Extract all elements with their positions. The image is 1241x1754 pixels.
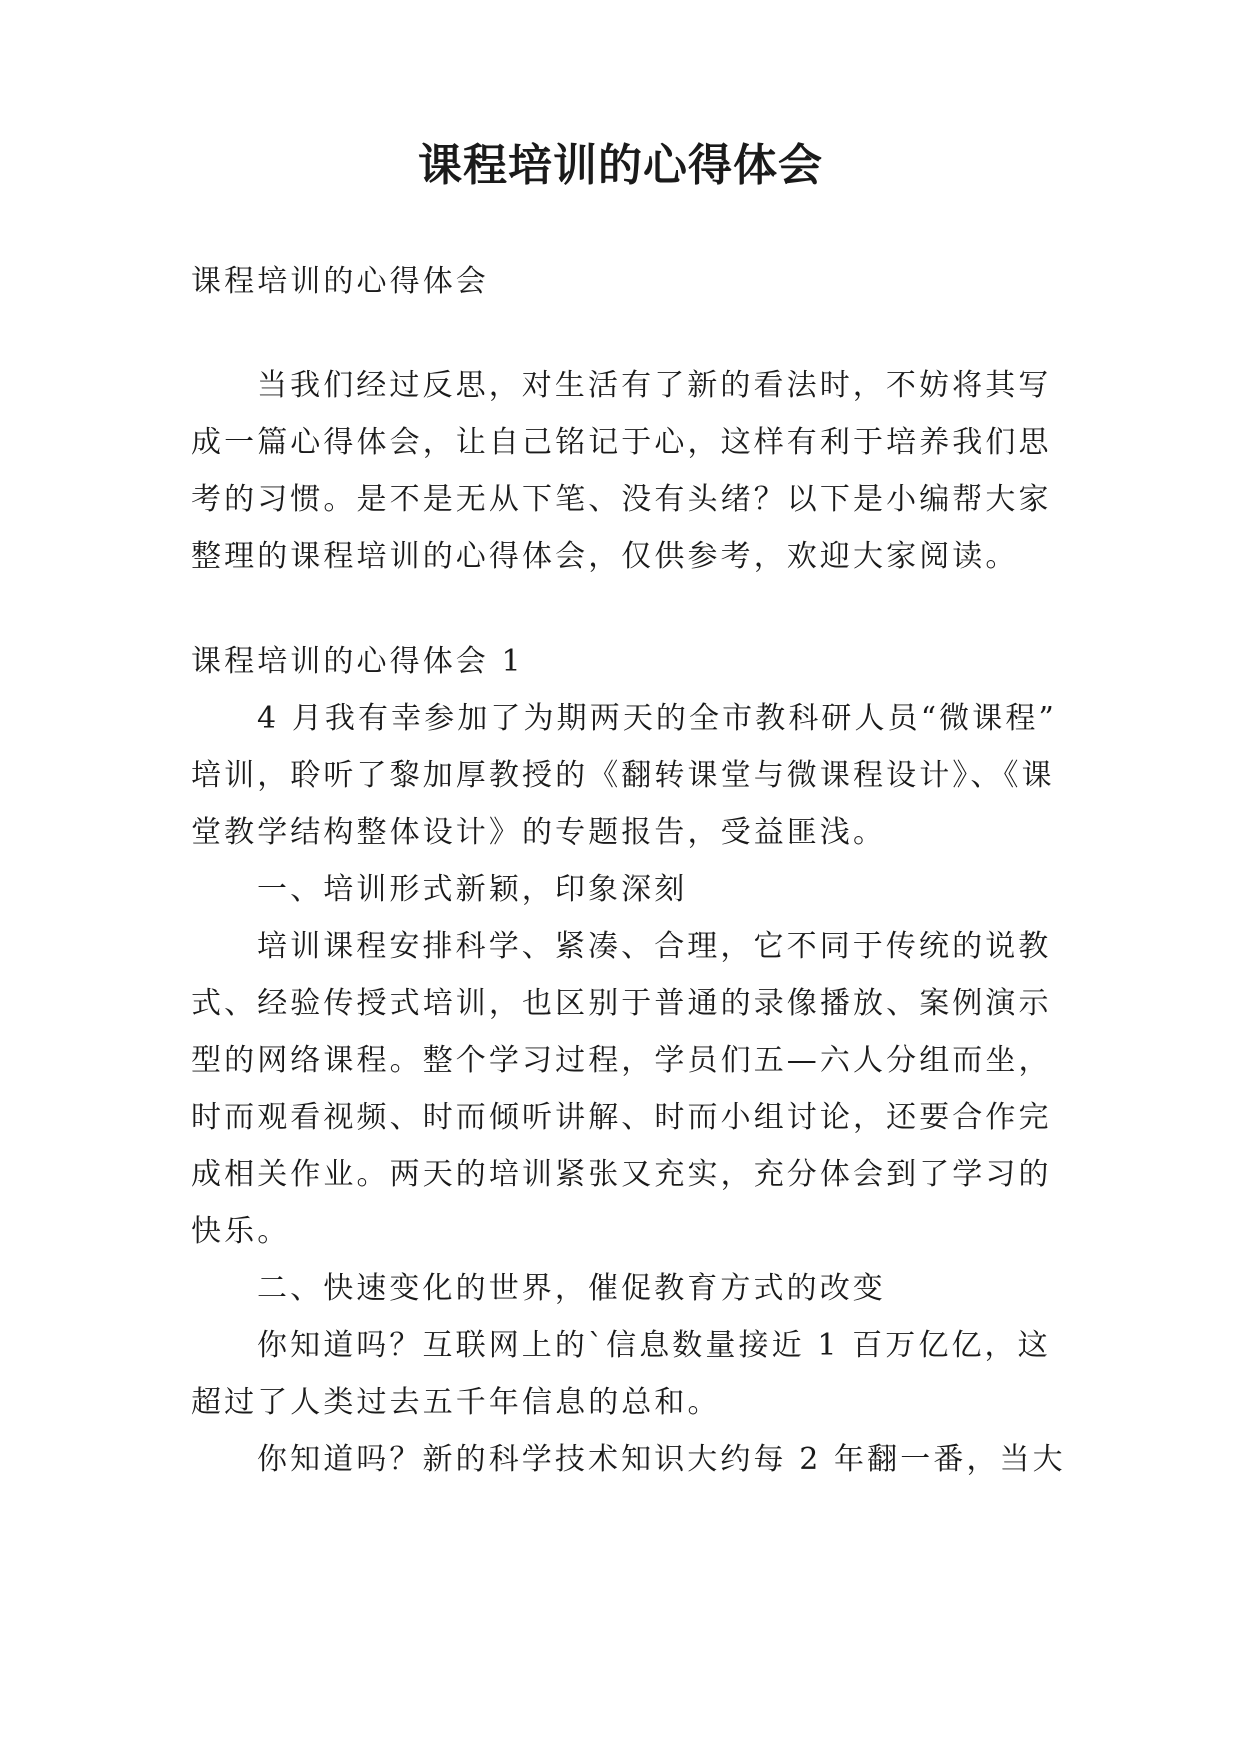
intro-line: 考的习惯。是不是无从下笔、没有头绪？以下是小编帮大家 bbox=[191, 482, 1052, 517]
paragraph-line: 培训课程安排科学、紧凑、合理，它不同于传统的说教 bbox=[257, 929, 1052, 964]
paragraph-line: 堂教学结构整体设计》的专题报告，受益匪浅。 bbox=[191, 815, 887, 850]
paragraph-line: 你知道吗？互联网上的`信息数量接近 1 百万亿亿，这 bbox=[257, 1328, 1051, 1363]
intro-line: 当我们经过反思，对生活有了新的看法时，不妨将其写 bbox=[257, 368, 1052, 403]
paragraph-line: 超过了人类过去五千年信息的总和。 bbox=[191, 1385, 721, 1420]
intro-line: 成一篇心得体会，让自己铭记于心，这样有利于培养我们思 bbox=[191, 425, 1052, 460]
paragraph-line: 4 月我有幸参加了为期两天的全市教科研人员“微课程” bbox=[257, 701, 1057, 736]
paragraph-line: 你知道吗？新的科学技术知识大约每 2 年翻一番，当大 bbox=[257, 1442, 1066, 1477]
paragraph-line: 成相关作业。两天的培训紧张又充实，充分体会到了学习的 bbox=[191, 1157, 1052, 1192]
point-heading: 二、快速变化的世界，催促教育方式的改变 bbox=[257, 1271, 886, 1306]
document-title: 课程培训的心得体会 bbox=[418, 140, 823, 191]
point-heading: 一、培训形式新颖，印象深刻 bbox=[257, 872, 688, 907]
paragraph-line: 快乐。 bbox=[191, 1214, 291, 1249]
paragraph-line: 时而观看视频、时而倾听讲解、时而小组讨论，还要合作完 bbox=[191, 1100, 1052, 1135]
paragraph-line: 型的网络课程。整个学习过程，学员们五—六人分组而坐， bbox=[191, 1043, 1052, 1078]
section-heading: 课程培训的心得体会 1 bbox=[191, 644, 524, 679]
intro-line: 整理的课程培训的心得体会，仅供参考，欢迎大家阅读。 bbox=[191, 539, 1019, 574]
paragraph-line: 式、经验传授式培训，也区别于普通的录像播放、案例演示 bbox=[191, 986, 1052, 1021]
document-subtitle: 课程培训的心得体会 bbox=[191, 264, 489, 299]
paragraph-line: 培训，聆听了黎加厚教授的《翻转课堂与微课程设计》、《课 bbox=[191, 758, 1055, 793]
